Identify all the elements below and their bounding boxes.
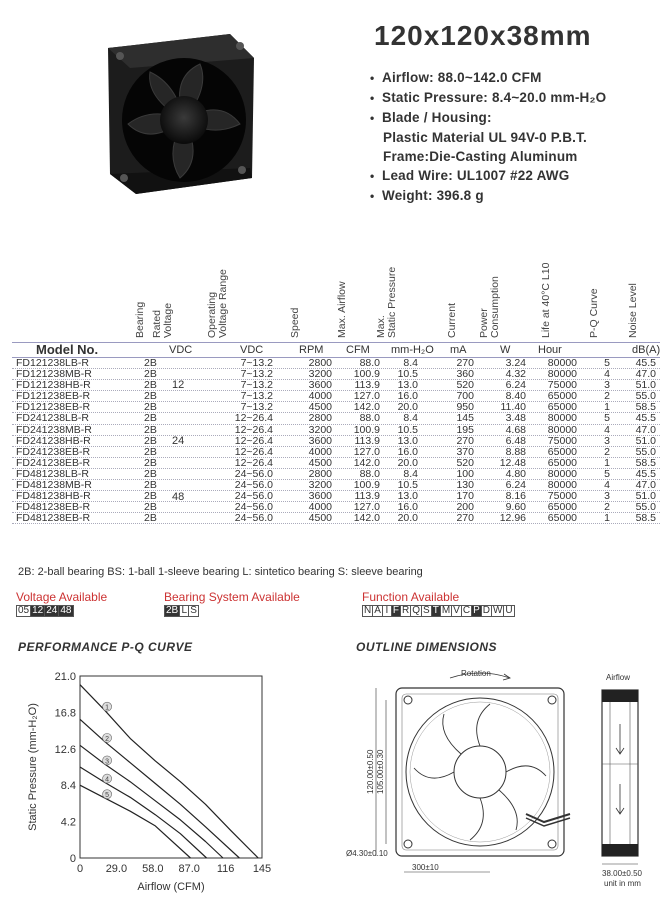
cell-speed: 2800 <box>308 357 332 369</box>
header-noise: Noise Level <box>627 283 639 338</box>
header-airflow: Max. Airflow <box>336 281 348 338</box>
cell-model-no: FD481238HB-R <box>16 490 91 503</box>
cell-pq-curve: 3 <box>604 434 610 447</box>
bearing-legend: 2B: 2-ball bearing BS: 1-ball 1-sleeve bearing L: sintetico bearing S: sleeve bearing <box>18 566 423 578</box>
spec-table <box>12 250 660 524</box>
voltage-available-boxes <box>16 605 73 617</box>
curve-marker-label: 2 <box>105 735 110 743</box>
cell-current: 520 <box>456 456 474 469</box>
function-option-s: S <box>423 605 430 616</box>
cell-bearing: 2B <box>144 390 157 403</box>
cell-model-no: FD481238LB-R <box>16 467 89 480</box>
cell-voltage-range: 24~56.0 <box>234 479 273 492</box>
outline-title: OUTLINE DIMENSIONS <box>356 640 498 654</box>
cell-noise: 45.5 <box>635 357 656 369</box>
spec-item <box>370 166 660 186</box>
cell-power: 8.88 <box>505 445 526 458</box>
cell-current: 195 <box>456 423 474 436</box>
function-available-title: Function Available <box>362 590 460 604</box>
cell-model-no: FD121238HB-R <box>16 379 91 392</box>
cell-life: 65000 <box>547 401 577 414</box>
spec-text: Blade / Housing: <box>382 110 492 125</box>
cell-pressure: 20.0 <box>397 401 418 414</box>
curve-marker-label: 5 <box>105 792 110 800</box>
function-option-q: Q <box>412 605 421 616</box>
cell-bearing: 2B <box>144 479 157 492</box>
cell-life: 65000 <box>547 390 577 403</box>
cell-current: 270 <box>456 434 474 447</box>
cell-speed: 3200 <box>308 479 332 492</box>
cell-power: 4.68 <box>505 423 526 436</box>
cell-pq-curve: 4 <box>604 368 610 381</box>
table-unit-row <box>12 342 660 358</box>
function-option-u: U <box>505 605 513 616</box>
cell-noise: 45.5 <box>635 467 656 480</box>
bullet-icon: • <box>370 169 375 183</box>
cell-bearing: 2B <box>144 501 157 514</box>
cell-speed: 2800 <box>308 467 332 480</box>
cell-pressure: 16.0 <box>397 390 418 403</box>
cell-power: 6.48 <box>505 434 526 447</box>
cell-speed: 3600 <box>308 434 332 447</box>
cell-speed: 4000 <box>308 390 332 403</box>
cell-airflow: 113.9 <box>354 379 380 392</box>
spec-text: Lead Wire: UL1007 #22 AWG <box>382 168 570 183</box>
table-rotated-headers <box>12 250 660 342</box>
bullet-icon: • <box>370 71 375 85</box>
cell-pq-curve: 1 <box>604 512 610 525</box>
cell-model-no: FD481238MB-R <box>16 479 92 492</box>
cell-noise: 55.0 <box>635 390 656 403</box>
cell-bearing: 2B <box>144 490 157 503</box>
cell-noise: 47.0 <box>635 423 656 436</box>
dim-depth: 38.00±0.50 <box>602 869 642 878</box>
cell-voltage-range: 24~56.0 <box>234 512 273 525</box>
cell-speed: 3200 <box>308 368 332 381</box>
bearing-available-boxes <box>164 605 198 617</box>
cell-power: 6.24 <box>505 479 526 492</box>
spec-text: Weight: 396.8 g <box>382 188 484 203</box>
cell-pq-curve: 2 <box>604 445 610 458</box>
cell-current: 200 <box>456 501 474 514</box>
function-option-i: I <box>382 605 392 617</box>
cell-voltage-range: 12~26.4 <box>234 423 273 436</box>
cell-pressure: 8.4 <box>403 412 418 425</box>
cell-pq-curve: 5 <box>604 467 610 480</box>
cell-life: 75000 <box>547 379 577 392</box>
cell-life: 80000 <box>547 467 577 480</box>
table-row <box>12 413 660 424</box>
unit-noise: dB(A) <box>632 344 661 356</box>
cell-pressure: 20.0 <box>397 512 418 525</box>
dim-inner: 105.00±0.30 <box>376 749 385 794</box>
cell-speed: 3600 <box>308 490 332 503</box>
x-tick-label: 87.0 <box>178 863 200 875</box>
voltage-group-48: 48 <box>172 491 185 503</box>
bearing-available-title: Bearing System Available <box>164 590 300 604</box>
cell-pressure: 13.0 <box>397 490 418 503</box>
x-tick-label: 0 <box>76 863 84 875</box>
cell-voltage-range: 12~26.4 <box>234 456 273 469</box>
header-voltage-range: Operating Voltage Range <box>206 269 229 338</box>
x-tick-label: 58.0 <box>142 863 164 875</box>
header-pressure: Max. Static Pressure <box>375 266 398 338</box>
cell-speed: 4500 <box>308 456 332 469</box>
cell-power: 3.48 <box>505 412 526 425</box>
cell-pq-curve: 3 <box>604 379 610 392</box>
cell-speed: 4500 <box>308 401 332 414</box>
dim-wire: 300±10 <box>412 863 439 872</box>
y-tick-label: 8.4 <box>60 780 76 793</box>
cell-power: 12.48 <box>499 456 526 469</box>
cell-pressure: 10.5 <box>397 368 418 381</box>
cell-power: 4.80 <box>505 467 526 480</box>
cell-life: 80000 <box>547 423 577 436</box>
table-row <box>12 425 660 436</box>
cell-model-no: FD241238MB-R <box>16 423 92 436</box>
airflow-label: Airflow <box>606 673 631 682</box>
header-life: Life at 40°C L10 <box>540 262 552 338</box>
cell-bearing: 2B <box>144 512 157 525</box>
table-body <box>12 358 660 524</box>
bearing-option-l: L <box>179 605 189 617</box>
cell-airflow: 100.9 <box>353 423 380 436</box>
cell-current: 270 <box>456 357 474 369</box>
cell-pq-curve: 5 <box>604 412 610 425</box>
header-current: Current <box>446 302 458 338</box>
spec-item <box>370 88 660 108</box>
header-speed: Speed <box>289 307 301 338</box>
cell-pq-curve: 2 <box>604 390 610 403</box>
cell-bearing: 2B <box>144 445 157 458</box>
y-tick-label: 0 <box>69 853 76 865</box>
cell-airflow: 142.0 <box>353 456 380 469</box>
unit-voltage: VDC <box>169 344 193 356</box>
cell-airflow: 88.0 <box>359 412 380 425</box>
cell-bearing: 2B <box>144 467 157 480</box>
cell-power: 8.16 <box>505 490 526 503</box>
cell-airflow: 100.9 <box>353 368 380 381</box>
cell-speed: 4000 <box>308 445 332 458</box>
front-view <box>396 673 570 856</box>
spec-item <box>370 128 660 147</box>
cell-speed: 4000 <box>308 501 332 514</box>
cell-life: 80000 <box>547 479 577 492</box>
unit-pressure: mm-H₂O <box>391 344 434 356</box>
y-tick-label: 4.2 <box>60 816 76 829</box>
dim-hole: Ø4.30±0.10 <box>346 849 388 858</box>
cell-speed: 4500 <box>308 512 332 525</box>
dim-outer: 120.00±0.50 <box>366 749 375 794</box>
function-option-d: D <box>482 605 490 616</box>
unit-speed: RPM <box>299 344 324 356</box>
cell-life: 75000 <box>547 490 577 503</box>
cell-pressure: 13.0 <box>397 434 418 447</box>
cell-current: 370 <box>456 445 474 458</box>
bullet-icon: • <box>370 189 375 203</box>
cell-noise: 58.5 <box>635 512 656 525</box>
cell-airflow: 88.0 <box>359 357 380 369</box>
unit-life: Hour <box>538 344 562 356</box>
outline-dimensions-drawing <box>340 664 660 894</box>
x-tick-label: 116 <box>216 863 235 875</box>
cell-speed: 3600 <box>308 379 332 392</box>
cell-pressure: 20.0 <box>397 456 418 469</box>
cell-airflow: 142.0 <box>353 512 380 525</box>
cell-power: 4.32 <box>505 368 526 381</box>
cell-pressure: 8.4 <box>403 467 418 480</box>
cell-life: 65000 <box>547 501 577 514</box>
spec-item <box>370 108 660 128</box>
cell-bearing: 2B <box>144 368 157 381</box>
cell-current: 170 <box>456 490 474 503</box>
cell-noise: 51.0 <box>635 379 656 392</box>
cell-life: 65000 <box>547 456 577 469</box>
x-tick-label: 145 <box>252 863 272 875</box>
cell-pressure: 8.4 <box>403 357 418 369</box>
cell-life: 65000 <box>547 512 577 525</box>
cell-noise: 55.0 <box>635 445 656 458</box>
cell-pq-curve: 4 <box>604 423 610 436</box>
y-tick-label: 12.6 <box>54 743 76 756</box>
cell-noise: 47.0 <box>635 479 656 492</box>
cell-pressure: 16.0 <box>397 501 418 514</box>
cell-bearing: 2B <box>144 412 157 425</box>
y-tick-label: 16.8 <box>54 707 76 720</box>
voltage-group-12: 12 <box>172 379 185 391</box>
cell-model-no: FD121238EB-R <box>16 401 91 414</box>
x-tick-label: 29.0 <box>105 863 128 875</box>
cell-pressure: 16.0 <box>397 445 418 458</box>
pq-curve-line-3 <box>80 745 223 858</box>
cell-model-no: FD481238EB-R <box>16 501 91 514</box>
cell-model-no: FD121238LB-R <box>16 357 89 369</box>
cell-bearing: 2B <box>144 434 157 447</box>
spec-list <box>370 68 660 206</box>
cell-current: 360 <box>456 368 474 381</box>
cell-noise: 47.0 <box>635 368 656 381</box>
cell-airflow: 113.9 <box>354 490 380 503</box>
voltage-option-24: 24 <box>46 605 58 616</box>
spec-text: Frame:Die-Casting Aluminum <box>383 149 578 164</box>
cell-voltage-range: 12~26.4 <box>234 434 273 447</box>
cell-pq-curve: 2 <box>604 501 610 514</box>
cell-voltage-range: 24~56.0 <box>234 467 273 480</box>
cell-current: 145 <box>456 412 474 425</box>
y-axis-label: Static Pressure (mm-H₂O) <box>27 703 39 831</box>
function-option-a: A <box>374 605 381 616</box>
voltage-available-title: Voltage Available <box>16 590 108 604</box>
cell-pq-curve: 1 <box>604 456 610 469</box>
cell-noise: 51.0 <box>635 434 656 447</box>
spec-item <box>370 147 660 166</box>
voltage-option-12: 12 <box>32 605 44 616</box>
pq-curve-line-5 <box>80 785 191 858</box>
cell-model-no: FD121238MB-R <box>16 368 92 381</box>
cell-current: 520 <box>456 379 474 392</box>
bearing-option-2b: 2B <box>166 605 179 616</box>
curve-marker-label: 4 <box>105 776 110 784</box>
cell-model-no: FD241238EB-R <box>16 445 91 458</box>
product-title: 120x120x38mm <box>374 20 592 51</box>
spec-text: Static Pressure: 8.4~20.0 mm-H₂O <box>382 90 607 105</box>
cell-model-no: FD481238EB-R <box>16 512 91 525</box>
function-option-w: W <box>492 605 503 616</box>
cell-current: 270 <box>456 512 474 525</box>
function-option-p: P <box>473 605 480 616</box>
cell-model-no: FD121238EB-R <box>16 390 91 403</box>
unit-current: mA <box>450 344 467 356</box>
cell-pq-curve: 4 <box>604 479 610 492</box>
voltage-option-48: 48 <box>60 605 72 616</box>
cell-pq-curve: 1 <box>604 401 610 414</box>
curve-marker-label: 1 <box>105 704 110 712</box>
function-available-boxes <box>362 605 514 617</box>
cell-airflow: 113.9 <box>354 434 380 447</box>
function-option-r: R <box>402 605 410 616</box>
cell-pq-curve: 5 <box>604 357 610 369</box>
cell-pq-curve: 3 <box>604 490 610 503</box>
cell-voltage-range: 7~13.2 <box>240 379 273 392</box>
cell-voltage-range: 7~13.2 <box>240 357 273 369</box>
spec-text: Airflow: 88.0~142.0 CFM <box>382 70 542 85</box>
cell-voltage-range: 7~13.2 <box>240 401 273 414</box>
header-pq-curve: P-Q Curve <box>588 288 600 338</box>
function-option-n: N <box>364 605 372 616</box>
function-option-c: C <box>462 605 471 616</box>
header-power: Power Consumption <box>478 276 501 338</box>
cell-bearing: 2B <box>144 456 157 469</box>
cell-life: 80000 <box>547 357 577 369</box>
unit-label: unit in mm <box>604 879 641 888</box>
cell-power: 9.60 <box>505 501 526 514</box>
cell-current: 130 <box>456 479 474 492</box>
cell-noise: 55.0 <box>635 501 656 514</box>
unit-power: W <box>500 344 511 356</box>
cell-life: 80000 <box>547 412 577 425</box>
cell-power: 11.40 <box>500 401 526 414</box>
side-view <box>602 690 638 856</box>
cell-current: 950 <box>456 401 474 414</box>
cell-power: 6.24 <box>505 379 526 392</box>
cell-airflow: 142.0 <box>353 401 380 414</box>
cell-life: 65000 <box>547 445 577 458</box>
cell-voltage-range: 7~13.2 <box>240 390 273 403</box>
cell-model-no: FD241238EB-R <box>16 456 91 469</box>
cell-noise: 45.5 <box>635 412 656 425</box>
cell-voltage-range: 12~26.4 <box>234 412 273 425</box>
cell-airflow: 127.0 <box>353 390 380 403</box>
cell-airflow: 127.0 <box>353 501 380 514</box>
cell-model-no: FD241238LB-R <box>16 412 89 425</box>
cell-power: 8.40 <box>505 390 526 403</box>
header-bearing: Bearing <box>134 301 146 338</box>
pq-curve-line-4 <box>80 767 207 858</box>
cell-bearing: 2B <box>144 379 157 392</box>
cell-life: 80000 <box>547 368 577 381</box>
cell-voltage-range: 7~13.2 <box>240 368 273 381</box>
cell-model-no: FD241238HB-R <box>16 434 91 447</box>
function-option-f: F <box>392 605 400 616</box>
cell-voltage-range: 24~56.0 <box>234 501 273 514</box>
spec-item <box>370 68 660 88</box>
y-tick-label: 21.0 <box>54 671 76 683</box>
spec-text: Plastic Material UL 94V-0 P.B.T. <box>383 130 587 145</box>
cell-voltage-range: 12~26.4 <box>234 445 273 458</box>
cell-speed: 3200 <box>308 423 332 436</box>
pq-curve-chart <box>16 666 286 896</box>
cell-bearing: 2B <box>144 357 157 369</box>
fan-product-photo <box>100 28 260 198</box>
voltage-group-24: 24 <box>172 435 185 447</box>
cell-pressure: 13.0 <box>397 379 418 392</box>
unit-airflow: CFM <box>346 344 370 356</box>
table-row <box>12 513 660 524</box>
bullet-icon: • <box>370 91 375 105</box>
rotation-label: Rotation <box>461 669 491 678</box>
curve-marker-label: 3 <box>105 758 110 766</box>
function-option-m: M <box>441 605 451 616</box>
cell-noise: 58.5 <box>635 456 656 469</box>
cell-noise: 58.5 <box>635 401 656 414</box>
cell-life: 75000 <box>547 434 577 447</box>
x-axis-label: Airflow (CFM) <box>137 881 205 893</box>
cell-current: 700 <box>456 390 474 403</box>
pq-curve-title: PERFORMANCE P-Q CURVE <box>18 640 193 654</box>
bullet-icon: • <box>370 111 375 125</box>
cell-power: 3.24 <box>505 357 526 369</box>
unit-range: VDC <box>240 344 264 356</box>
spec-item <box>370 186 660 206</box>
header-model-no: Model No. <box>36 342 99 357</box>
cell-power: 12.96 <box>499 512 526 525</box>
cell-bearing: 2B <box>144 401 157 414</box>
voltage-option-05: 05 <box>18 605 30 616</box>
cell-pressure: 10.5 <box>397 479 418 492</box>
cell-voltage-range: 24~56.0 <box>234 490 273 503</box>
bearing-option-s: S <box>190 605 197 616</box>
cell-noise: 51.0 <box>635 490 656 503</box>
function-option-v: V <box>453 605 460 616</box>
cell-bearing: 2B <box>144 423 157 436</box>
cell-airflow: 88.0 <box>359 467 380 480</box>
header-rated-voltage: Rated Voltage <box>151 302 174 338</box>
cell-speed: 2800 <box>308 412 332 425</box>
cell-airflow: 100.9 <box>353 479 380 492</box>
function-option-t: T <box>432 605 439 616</box>
cell-current: 100 <box>456 467 474 480</box>
cell-airflow: 127.0 <box>353 445 380 458</box>
cell-pressure: 10.5 <box>397 423 418 436</box>
